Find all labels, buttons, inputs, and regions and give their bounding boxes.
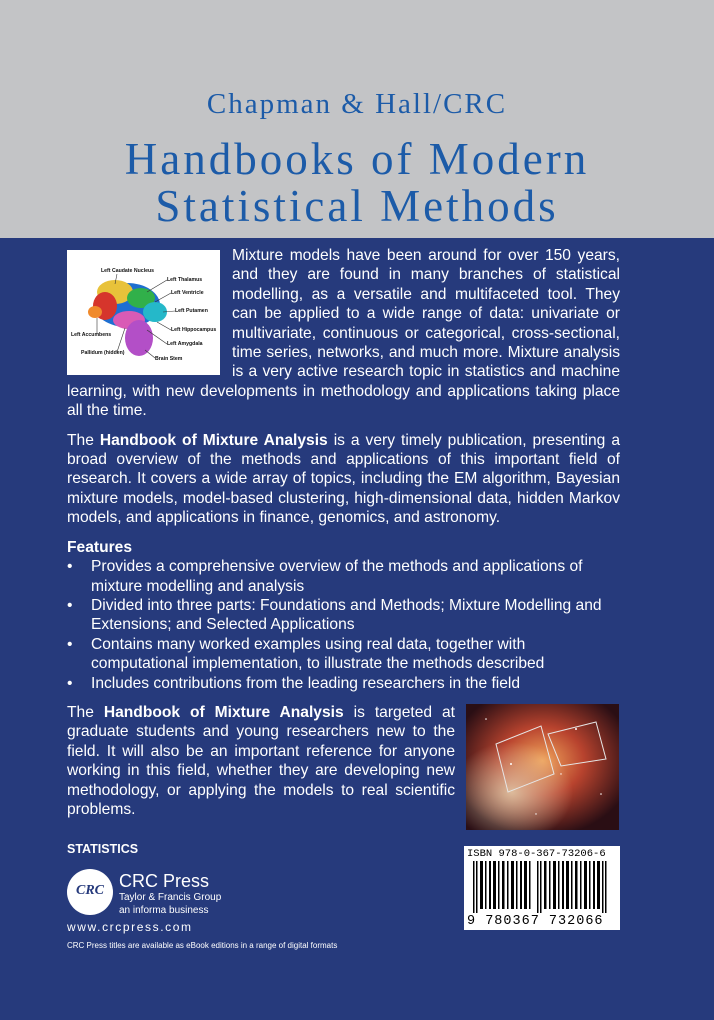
ebook-note: CRC Press titles are available as eBook editions in a range of digital formats [67, 941, 338, 950]
brain-label-thalamus: Left Thalamus [167, 277, 203, 283]
publisher-name: CRC Press [119, 871, 210, 891]
handbook-description: The Handbook of Mixture Analysis is a very timely publication, presenting a broad overview of the methods and applications of this important field of research. It covers a wide array of topics, including the EM algorithm, Bayesian mixture models, model-based clustering, high-dimensional data, hidden Markov models, and applications in finance, genomics, and astronomy. [67, 431, 620, 527]
book-title-bold: Handbook of Mixture Analysis [99, 431, 328, 449]
book-title-bold-2: Handbook of Mixture Analysis [103, 703, 344, 721]
publisher-url: www.crcpress.com [67, 920, 193, 934]
brain-illustration [67, 250, 220, 375]
brain-label-putamen: Left Putamen [175, 308, 208, 314]
brain-label-hippocampus: Left Hippocampus [171, 327, 217, 333]
features-heading: Features [67, 538, 133, 556]
publisher-informa: an informa business [119, 905, 209, 916]
barcode-bars [467, 861, 617, 913]
nebula-image [466, 704, 619, 830]
features-list [67, 557, 620, 693]
brain-label-amygdala: Left Amygdala [167, 341, 203, 347]
series-title-line2: Statistical Methods [155, 181, 559, 231]
feature-item: • Includes contributions from the leading researchers in the field [91, 674, 620, 693]
header-band [0, 0, 714, 238]
feature-item: • Divided into three parts: Foundations and Methods; Mixture Modelling and Extensions; and Selected Applications [91, 596, 620, 635]
isbn-text: ISBN 978-0-367-73206-6 [467, 848, 606, 860]
category-label: STATISTICS [67, 842, 139, 856]
crc-logo-text: CRC [75, 883, 104, 898]
brain-label-pallidum: Pallidum (hidden) [81, 350, 125, 356]
brain-label-caudate: Left Caudate Nucleus [101, 268, 155, 274]
brain-label-ventricle: Left Ventricle [171, 290, 204, 296]
brain-label-accumbens: Left Accumbens [71, 332, 112, 338]
barcode-number: 9 780367 732066 [467, 914, 604, 929]
feature-item: • Contains many worked examples using real data, together with computational implementation, to illustrate the methods described [91, 635, 620, 674]
series-name: Chapman & Hall/CRC [206, 88, 508, 120]
closing-paragraph: The Handbook of Mixture Analysis is targeted at graduate students and young researchers new to the field. It will also be an important reference for anyone working in this field, whether they are developing new methodology, or applying the models to real scientific problems. [67, 703, 456, 818]
brain-label-brainstem: Brain Stem [155, 356, 183, 362]
intro-paragraph: Mixture models have been around for over 150 years, and they are found in many branches of statistical modelling, as a versatile and multifaceted tool. They can be applied to a wide range of data: univariate or multivariate, continuous or categorical, cross-sectional, time series, networks, and much more. Mixture analysis is a very active research topic in statistics and machine learning, with new developments in methodology and applications taking place all the time. [67, 247, 620, 420]
publisher-group: Taylor & Francis Group [119, 892, 222, 903]
series-title-line1: Handbooks of Modern [124, 134, 590, 184]
feature-item: • Provides a comprehensive overview of the methods and applications of mixture modelling and analysis [91, 557, 620, 596]
